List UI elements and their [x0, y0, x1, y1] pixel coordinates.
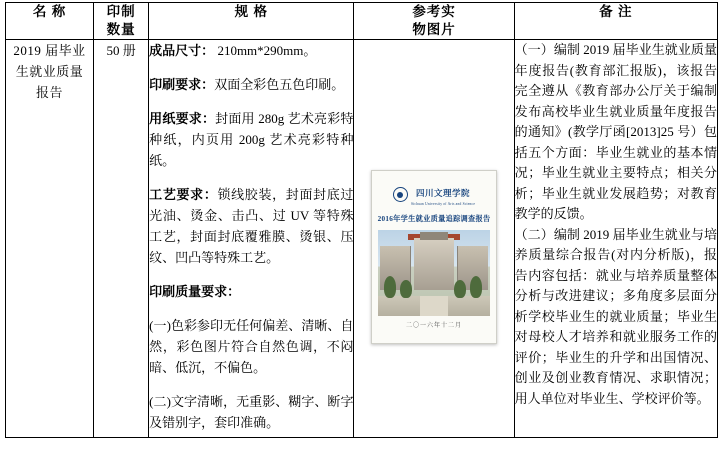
spec-paragraph-quality-title	[149, 281, 353, 302]
remark-paragraph-1: （一）编制 2019 届毕业生就业质量年度报告(教育部汇报版)，该报告完全遵从《教育部办公厅关于编制发布高校毕业生就业质量年度报告的通知》(教学厅函[2013]25 号）包括五个方面：毕业生就业的基本情况；毕业生就业主要特点；相关分析；毕业生就业发展趋势；对教育教学的反馈。	[514, 42, 717, 221]
column-header-remarks	[514, 3, 717, 40]
spec-paragraph-paper	[149, 108, 353, 171]
column-header-image-line1: 参考实	[412, 4, 456, 19]
column-header-quantity	[94, 3, 149, 40]
spec-label-printing: 印刷要求：	[149, 77, 215, 92]
cell-reference-image	[354, 40, 514, 438]
cell-item-name	[6, 40, 94, 438]
table-row	[6, 40, 718, 438]
spec-paragraph-quality-1	[149, 315, 353, 378]
item-name-line2: 生就业质量	[15, 64, 84, 79]
book-cover-photo	[354, 40, 513, 344]
item-name-line1: 2019 届毕业	[13, 43, 86, 58]
column-header-name	[6, 3, 94, 40]
spec-label-quality: 印刷质量要求：	[149, 284, 241, 299]
book-cover-illustration	[371, 170, 497, 344]
item-name-line3: 报告	[36, 85, 64, 100]
spec-text-paper: 封面用 280g 艺术亮彩特种纸，内页用 200g 艺术亮彩特种纸。	[149, 111, 354, 168]
book-university-name: 四川文理学院	[416, 188, 471, 198]
spec-label-size: 成品尺寸：	[149, 43, 215, 58]
cell-specification	[149, 40, 354, 438]
column-header-image-line2: 物图片	[412, 22, 456, 37]
column-header-reference-image	[354, 3, 514, 40]
column-header-remarks-text: 备 注	[599, 4, 633, 19]
campus-path	[420, 296, 448, 316]
remark-paragraph-2: （二）编制 2019 届毕业生就业与培养质量综合报告(对内分析版)，报告内容包括：就业与培养质量整体分析与改进建议；多角度多层面分析学校毕业生的就业质量；毕业生对母校人才培养和就业服务工作的评价；毕业生的升学和出国情况、创业及创业教育情况、求职情况；用人单位对毕业生、学校评价等。	[514, 226, 717, 406]
print-specification-table	[5, 2, 718, 438]
cell-print-quantity	[94, 40, 149, 438]
column-header-quantity-line1: 印制	[106, 4, 136, 19]
spec-paragraph-size	[149, 40, 353, 61]
book-report-title: 2016年学生就业质量追踪调查报告	[377, 215, 491, 223]
campus-tree	[470, 276, 482, 298]
spec-label-paper: 用纸要求：	[149, 111, 216, 126]
spec-text-printing: 双面全彩色五色印刷。	[214, 77, 345, 92]
cell-remarks	[514, 40, 717, 438]
campus-tree	[454, 280, 466, 298]
spec-text-quality-2: (二)文字清晰，无重影、糊字、断字及错别字，套印准确。	[149, 394, 354, 430]
book-campus-photo	[378, 230, 490, 316]
spec-paragraph-quality-2	[149, 391, 353, 433]
column-header-name-text: 名 称	[32, 4, 67, 19]
spec-label-craft: 工艺要求：	[149, 187, 218, 202]
campus-building-center	[414, 238, 454, 290]
campus-tree	[384, 276, 396, 298]
document-page	[0, 2, 725, 470]
spec-text-size: 210mm*290mm。	[214, 43, 317, 58]
print-quantity-value: 50 册	[106, 43, 136, 58]
book-date-line: 二〇一六年十二月	[406, 323, 463, 329]
spec-paragraph-printing	[149, 74, 353, 95]
column-header-specification	[149, 3, 354, 40]
column-header-quantity-line2: 数量	[106, 22, 136, 37]
column-header-specification-text: 规 格	[234, 4, 268, 19]
spec-paragraph-craft	[149, 184, 353, 268]
book-logo-row	[372, 183, 496, 206]
spec-text-quality-1: (一)色彩参印无任何偏差、清晰、自然，彩色图片符合自然色调，不闷暗、低沉，不偏色。	[149, 318, 354, 375]
campus-tree	[400, 280, 412, 298]
table-header-row	[6, 3, 718, 40]
book-university-name-en: Sichuan University of Arts and Science	[410, 202, 476, 206]
university-seal-icon	[393, 187, 408, 202]
spec-text-craft: 锁线胶装，封面封底过光油、烫金、击凸、过 UV 等特殊工艺，封面封底覆雅膜、烫银、压纹、凹凸等特殊工艺。	[149, 187, 354, 265]
